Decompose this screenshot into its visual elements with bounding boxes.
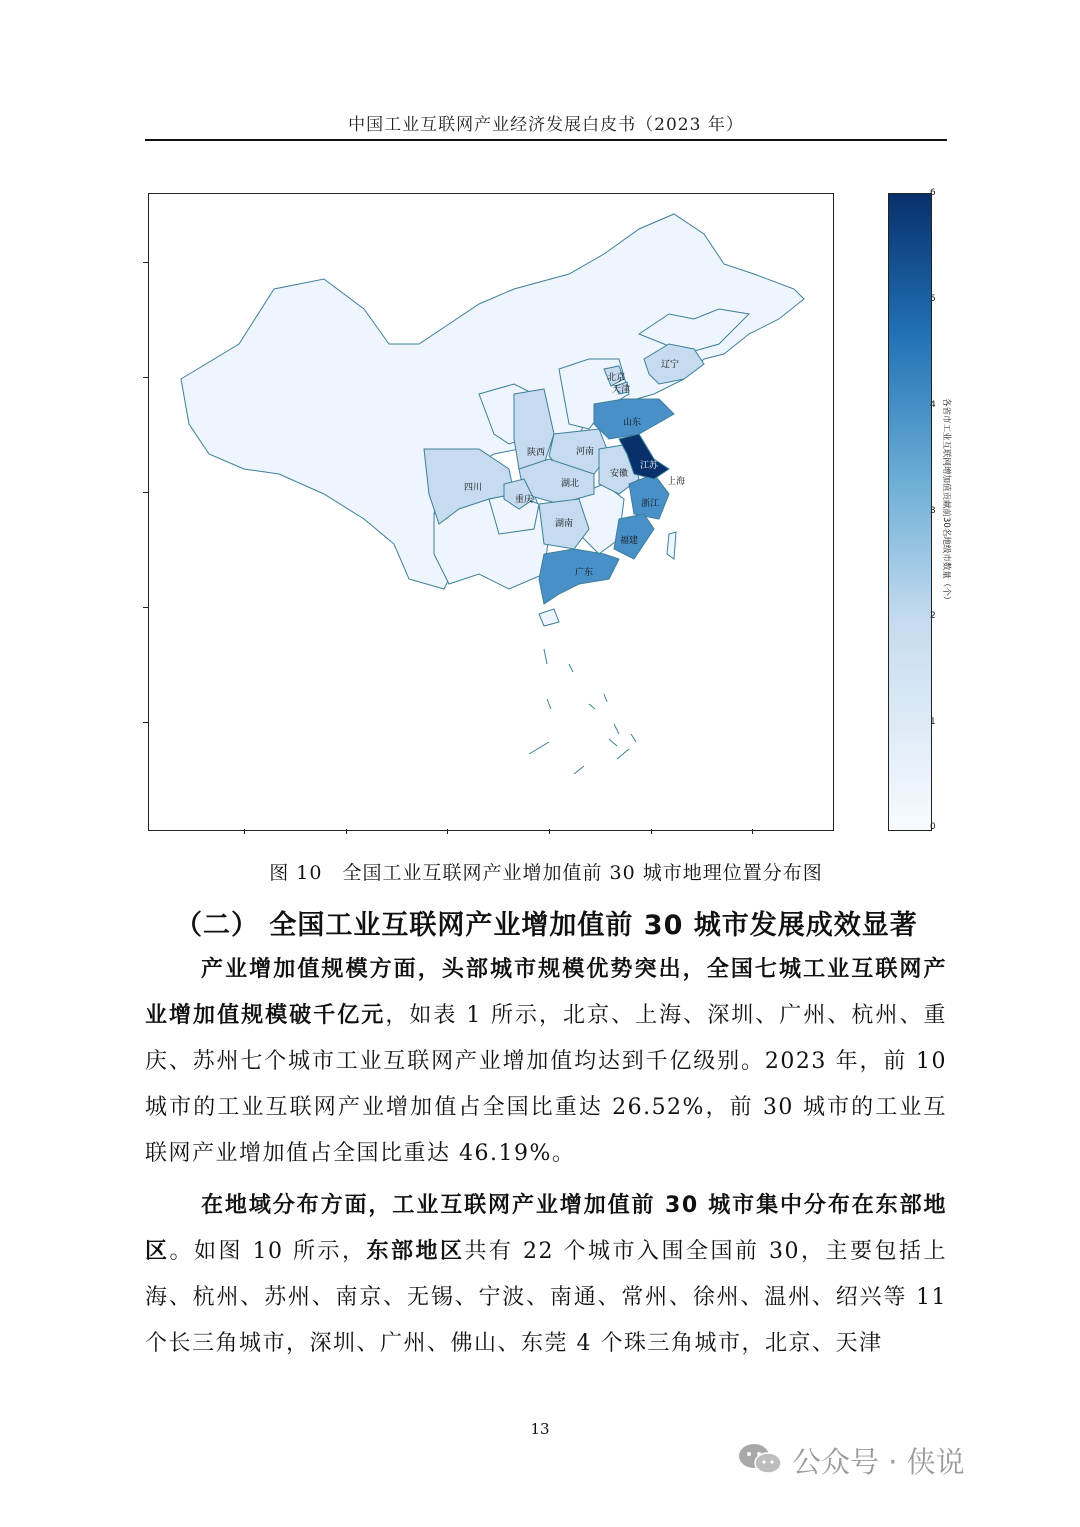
label-jiangsu: 江苏 bbox=[640, 461, 659, 471]
paragraph-2 bbox=[145, 1183, 947, 1367]
paragraph-2-mid: 。如图 10 所示， bbox=[169, 1239, 367, 1264]
axis-tick bbox=[752, 829, 753, 834]
axis-tick bbox=[143, 722, 148, 723]
colorbar-tick: 4 bbox=[930, 400, 936, 410]
wechat-icon bbox=[737, 1442, 783, 1476]
label-fujian: 福建 bbox=[620, 536, 639, 546]
axis-tick bbox=[244, 829, 245, 834]
island-taiwan bbox=[667, 532, 676, 559]
south-china-sea-islands bbox=[529, 649, 636, 774]
colorbar-tick: 0 bbox=[930, 822, 936, 832]
label-tianjin: 天津 bbox=[612, 385, 631, 395]
label-hunan: 湖南 bbox=[555, 519, 574, 529]
label-shanghai: 上海 bbox=[667, 477, 686, 487]
watermark-text: 公众号 · 侠说 bbox=[792, 1445, 965, 1479]
section-heading: （二） 全国工业互联网产业增加值前 30 城市发展成效显著 bbox=[175, 910, 918, 941]
label-beijing: 北京 bbox=[607, 373, 626, 383]
label-chongqing: 重庆 bbox=[515, 495, 534, 505]
label-liaoning: 辽宁 bbox=[661, 360, 680, 370]
colorbar-tick: 6 bbox=[930, 188, 936, 198]
paragraph-2-body: 共有 22 个城市入围全国前 30，主要包括上海、杭州、苏州、南京、无锡、宁波、南通、常州、徐州、温州、绍兴等 11 个长三角城市，深圳、广州、佛山、东莞 4 个珠三角城市，北京、天津 bbox=[145, 1239, 947, 1356]
colorbar bbox=[888, 193, 932, 831]
colorbar-tick: 3 bbox=[930, 506, 936, 516]
axis-tick bbox=[447, 829, 448, 834]
label-shandong: 山东 bbox=[623, 418, 642, 428]
colorbar-label: 各省市工业互联网增加值贡献前30名地级市数量（个） bbox=[941, 398, 951, 605]
colorbar-tick: 5 bbox=[930, 294, 936, 304]
page-number: 13 bbox=[530, 1420, 550, 1438]
label-hubei: 湖北 bbox=[561, 479, 580, 489]
label-guangdong: 广东 bbox=[575, 568, 594, 578]
axis-tick bbox=[143, 262, 148, 263]
paragraph-1-lead: 产业增加值规模方面，头部城市规模优势突出，全国七城工业互联网产业增加值规模破千亿元 bbox=[145, 957, 947, 1028]
figure-caption: 图 10 全国工业互联网产业增加值前 30 城市地理位置分布图 bbox=[269, 862, 823, 884]
axis-tick bbox=[143, 607, 148, 608]
label-shaanxi: 陕西 bbox=[527, 448, 546, 458]
axis-tick bbox=[549, 829, 550, 834]
page-header: 中国工业互联网产业经济发展白皮书（2023 年） bbox=[348, 115, 744, 135]
paragraph-1-body: ，如表 1 所示，北京、上海、深圳、广州、杭州、重庆、苏州七个城市工业互联网产业增加值均达到千亿级别。2023 年，前 10 城市的工业互联网产业增加值占全国比重达 26.52%，前 30 城市的工业互联网产业增加值占全国比重达 46.19%。 bbox=[145, 1003, 947, 1166]
china-map bbox=[149, 194, 833, 830]
axis-tick bbox=[651, 829, 652, 834]
china-map-figure bbox=[148, 193, 834, 831]
paragraph-2-lead: 在地域分布方面，工业互联网产业增加值前 30 城市集中分布在东部地区 bbox=[145, 1193, 947, 1264]
colorbar-tick: 1 bbox=[930, 717, 936, 727]
island-hainan bbox=[539, 609, 559, 626]
paragraph-1 bbox=[145, 947, 947, 1177]
paragraph-2-bold-term: 东部地区 bbox=[366, 1239, 465, 1264]
header-rule bbox=[145, 139, 947, 141]
label-sichuan: 四川 bbox=[464, 483, 483, 493]
axis-tick bbox=[143, 492, 148, 493]
label-zhejiang: 浙江 bbox=[641, 499, 660, 509]
axis-tick bbox=[346, 829, 347, 834]
axis-tick bbox=[143, 377, 148, 378]
label-henan: 河南 bbox=[576, 447, 595, 457]
label-anhui: 安徽 bbox=[610, 469, 629, 479]
colorbar-tick: 2 bbox=[930, 611, 936, 621]
